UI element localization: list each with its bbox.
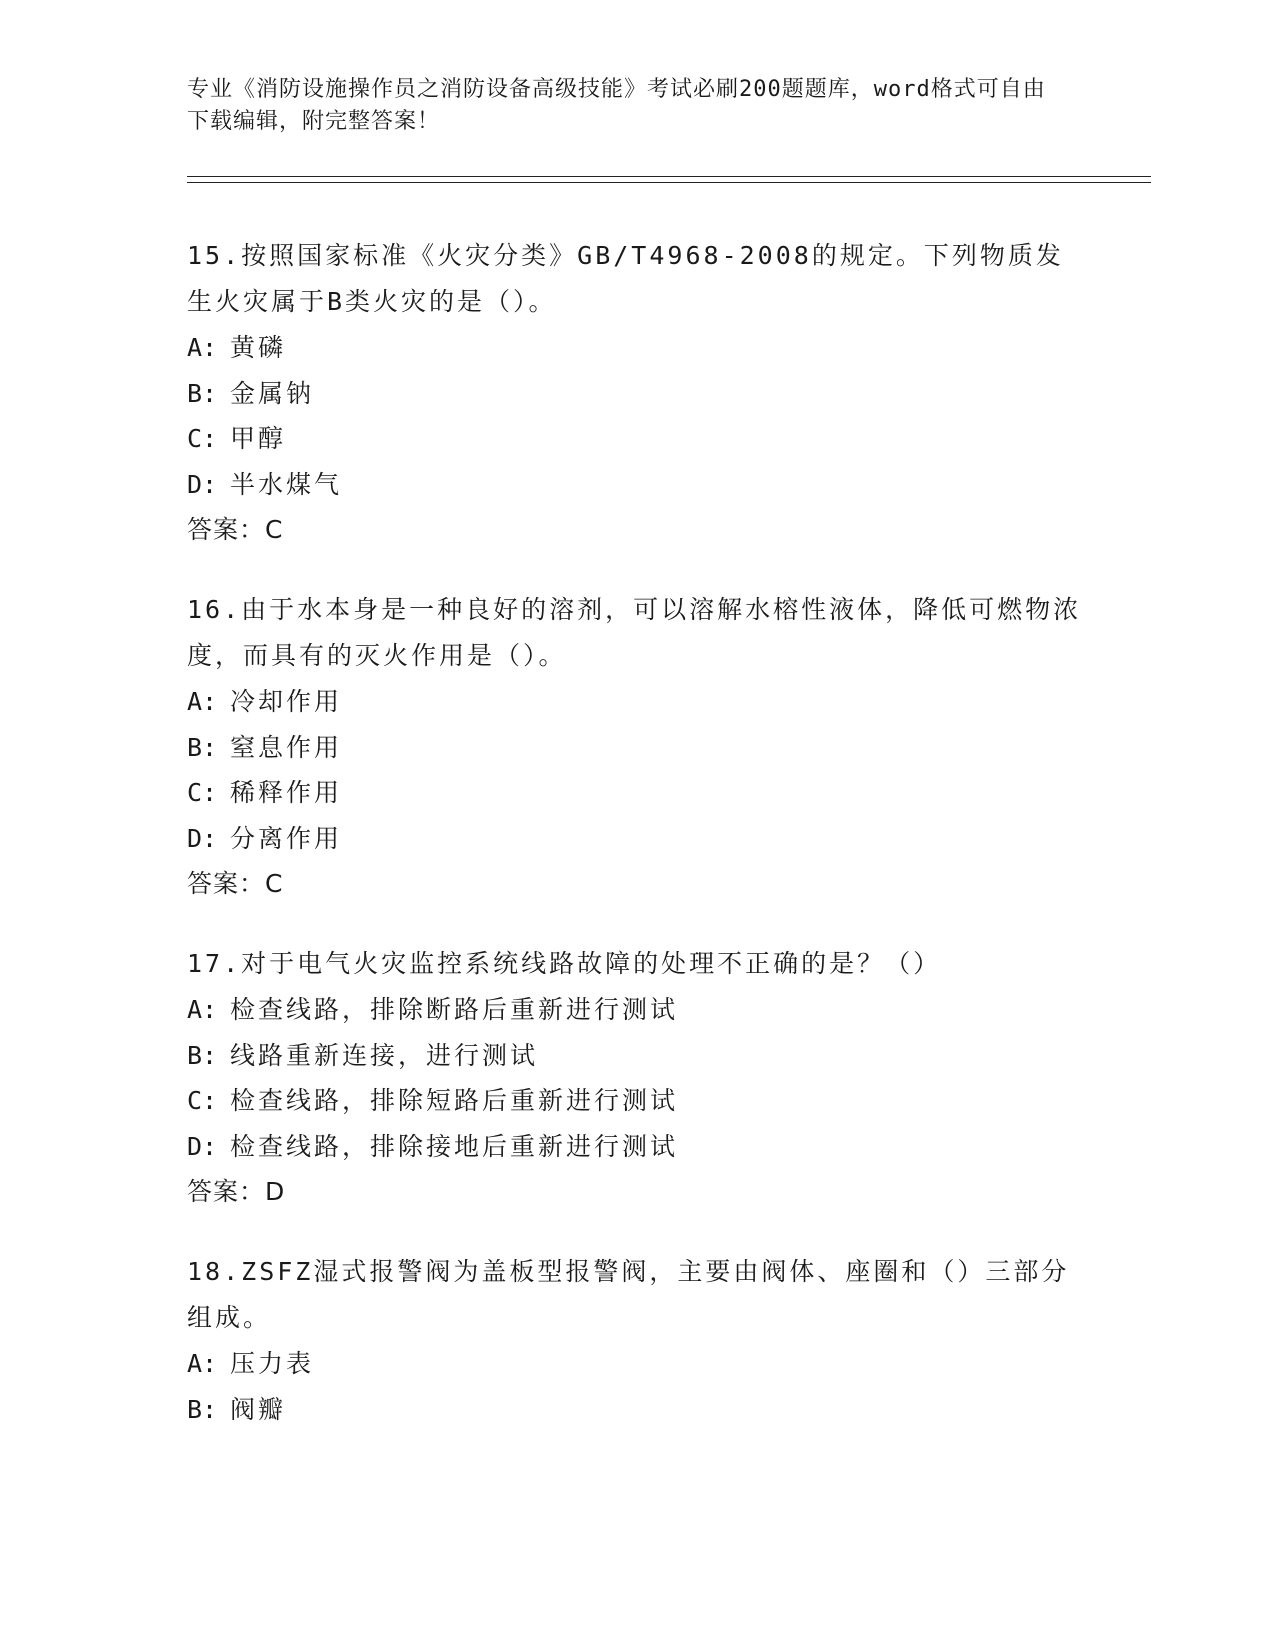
option-key: B:	[187, 378, 218, 408]
answer-line: 答案：C	[187, 869, 284, 898]
option-d	[187, 816, 1087, 862]
option-text: 冷却作用	[230, 687, 343, 716]
question-16	[187, 587, 1087, 907]
option-key: D:	[187, 823, 218, 853]
option-key: C:	[187, 424, 218, 453]
option-d	[187, 1124, 1087, 1170]
option-text: 压力表	[230, 1349, 315, 1378]
answer-line: 答案：D	[187, 1177, 286, 1206]
option-c	[187, 770, 1087, 816]
answer-line: 答案：C	[187, 515, 284, 544]
header-divider	[187, 176, 1151, 183]
option-key: A:	[187, 687, 218, 716]
option-b	[187, 725, 1087, 771]
option-text: 检查线路，排除断路后重新进行测试	[230, 995, 679, 1024]
option-text: 黄磷	[230, 333, 287, 362]
option-text: 半水煤气	[230, 469, 343, 499]
option-text: 分离作用	[230, 823, 343, 853]
option-c	[187, 416, 1087, 462]
option-key: D:	[187, 1131, 218, 1161]
question-18	[187, 1249, 1087, 1432]
option-a	[187, 987, 1087, 1033]
option-key: B:	[187, 1040, 218, 1070]
option-key: D:	[187, 469, 218, 499]
option-b	[187, 1033, 1087, 1079]
question-stem: 18.ZSFZ湿式报警阀为盖板型报警阀，主要由阀体、座圈和（）三部分组成。	[187, 1257, 1070, 1332]
option-b	[187, 371, 1087, 417]
option-a	[187, 1341, 1087, 1387]
option-text: 阀瓣	[230, 1394, 287, 1424]
option-a	[187, 325, 1087, 371]
question-stem: 17.对于电气火灾监控系统线路故障的处理不正确的是？（）	[187, 949, 942, 978]
question-17	[187, 941, 1087, 1215]
option-key: A:	[187, 1349, 218, 1378]
option-key: B:	[187, 1394, 218, 1424]
question-15	[187, 233, 1087, 553]
option-text: 检查线路，排除短路后重新进行测试	[230, 1086, 679, 1115]
option-d	[187, 462, 1087, 508]
option-text: 稀释作用	[230, 778, 343, 807]
option-key: A:	[187, 333, 218, 362]
option-a	[187, 679, 1087, 725]
option-b	[187, 1387, 1087, 1433]
option-text: 线路重新连接，进行测试	[230, 1040, 539, 1070]
question-stem: 16.由于水本身是一种良好的溶剂，可以溶解水榕性液体，降低可燃物浓度，而具有的灭火作用是（）。	[187, 595, 1082, 670]
document-header: 专业《消防设施操作员之消防设备高级技能》考试必刷200题题库，word格式可自由下载编辑，附完整答案！	[187, 77, 1046, 134]
question-stem: 15.按照国家标准《火灾分类》GB/T4968-2008的规定。下列物质发生火灾属于B类火灾的是（）。	[187, 241, 1064, 316]
option-c	[187, 1078, 1087, 1124]
option-text: 金属钠	[230, 378, 315, 408]
option-key: A:	[187, 995, 218, 1024]
question-list	[187, 233, 1087, 1466]
option-key: C:	[187, 778, 218, 807]
option-key: C:	[187, 1086, 218, 1115]
option-text: 甲醇	[230, 424, 287, 453]
option-key: B:	[187, 732, 218, 762]
option-text: 检查线路，排除接地后重新进行测试	[230, 1131, 679, 1161]
option-text: 窒息作用	[230, 732, 343, 762]
